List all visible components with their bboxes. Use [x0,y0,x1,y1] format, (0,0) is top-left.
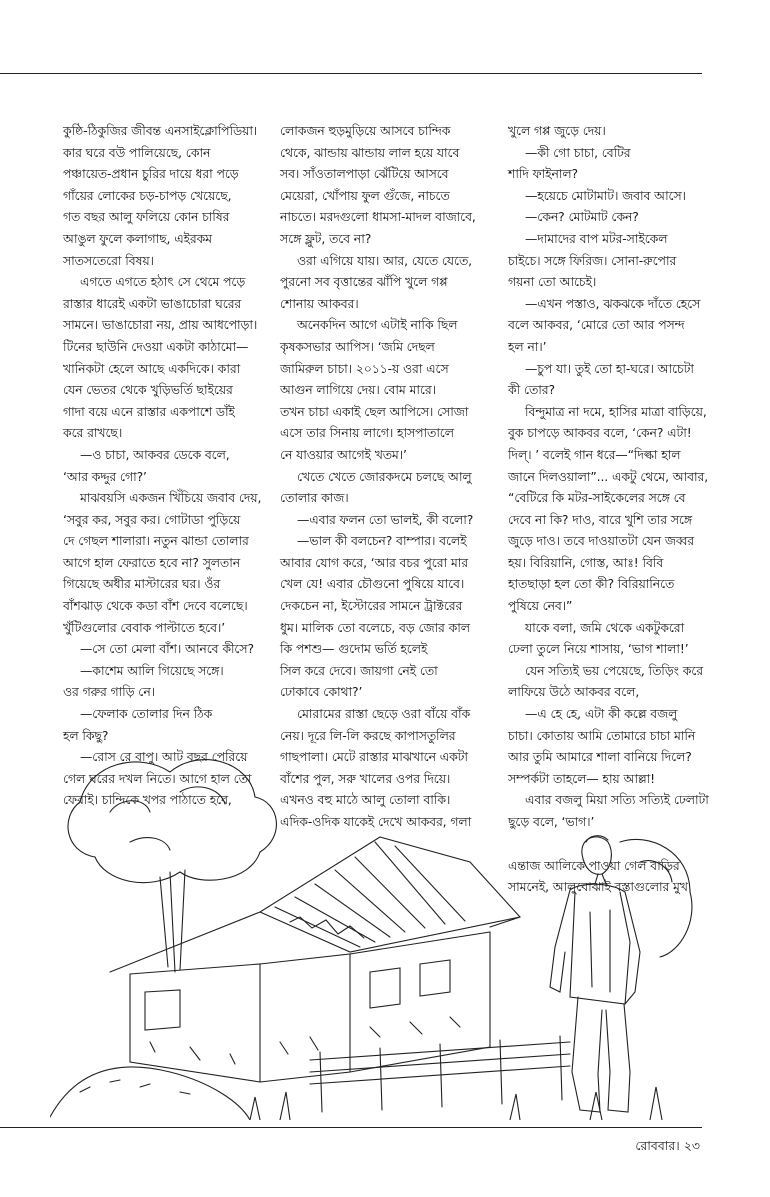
text-line: গেল ঘরের দখল নিতে। আগে হাল তো [63,770,252,786]
text-line: ফেরাই। চান্দিকে খপর পাঠাতে হবে, [63,792,232,808]
text-line: জানে দিলওয়ালা”... একটু থেমে, আবার, [508,468,709,484]
text-line: —সে তো মেলা বাঁশ। আনবে কীসে? [80,641,254,657]
text-line: টিনের ছাউনি দেওয়া একটা কাঠামো— [63,338,249,354]
text-line: লাফিয়ে উঠে আকবর বলে, [508,684,640,700]
text-line: তোলার কাজ। [280,490,349,506]
text-line: কী তোর? [508,382,555,398]
text-line: রাস্তার ধারেই একটা ভাঙাচোরা ঘরের [63,295,242,311]
text-line: যাকে বলা, জমি থেকে একটুকরো [525,619,685,635]
text-line: নাচতে। মরদগুলো ধামসা-মাদল বাজাবে, [280,209,476,225]
text-line: খুলে গপ্প জুড়ে দেয়। [508,123,606,138]
text-line: পঞ্চায়েত-প্রধান চুরির দায়ে ধরা পড়ে [63,166,239,182]
text-line: গাদা বয়ে এনে রাস্তার একপাশে ডাঁই [63,403,235,419]
text-line: নেয়। দূরে লি-লি করছে কাপাসতুলির [280,727,456,743]
text-line: যেন ভেতর থেকে খুড়িভর্তি ছাইয়ের [63,382,233,398]
text-line: নে যাওয়ার আগেই খতম।’ [280,446,407,462]
text-line: হয়। বিরিয়ানি, গোস্ত, আঃ! বিবি [508,554,664,570]
text-line: শোনায় আকবর। [280,295,359,311]
text-line: দেবে না কি? দাও, বারে খুশি তার সঙ্গে [508,511,693,527]
text-line: “বেটিরে কি মটর-সাইকেলের সঙ্গে বে [508,490,686,506]
text-line: কুষ্ঠি-ঠিকুজির জীবন্ত এনসাইক্লোপিডিয়া। [63,123,258,138]
text-column-1 [63,120,261,811]
bottom-rule [0,1127,702,1128]
text-line: ‘আর কদ্দুর গো?’ [63,468,147,484]
text-line: দেকচেন না, ইস্টোরের সামনে ট্রাক্টরের [280,598,463,614]
text-line: —দামাদের বাপ মটর-সাইকেল [525,230,668,246]
text-line: লোকজন হুড়মুড়িয়ে আসবে চান্দিক [280,123,451,138]
text-line: দে গেছল শালারা। নতুন ঝান্ডা তোলার [63,533,249,549]
text-line: —রোস রে বাপু। আট বছর পেরিয়ে [80,749,248,765]
text-line: —কী গো চাচা, বেটির [525,144,631,160]
text-line: —ভাল কী বলচেন? বাম্পার। বলেই [297,533,467,549]
text-line: সব। সাঁওতালপাড়া ঝেঁটিয়ে আসবে [280,166,449,182]
text-line: আগুন লাগিয়ে দেয়। বোম মারে। [280,382,436,398]
text-line: কার ঘরে বউ পালিয়েছে, কোন [63,144,211,160]
text-line: থেকে, ঝান্ডায় ঝান্ডায় লাল হয়ে যাবে [280,144,460,160]
text-line: সঙ্গে ফ্লুট, তবে না? [280,230,372,246]
text-line: হল কিছু? [63,727,109,743]
text-line: মোরামের রাস্তা ছেড়ে ওরা বাঁয়ে বাঁক [297,706,471,722]
text-line: —এবার ফলন তো ভালই, কী বলো? [297,511,474,527]
text-line: এবার বজলু মিয়া সত্যি সত্যিই ঢেলাটা [525,792,709,808]
text-line: কি পশশু— গুদোম ভর্তি হলেই [280,641,428,657]
text-line: —চুপ যা। তুই তো হা-ঘরে। আচেটা [525,360,694,376]
text-line: ওরা এগিয়ে যায়। আর, যেতে যেতে, [297,252,472,268]
text-line: এসে তার সিনায় লাগে। হাসপাতালে [280,425,454,441]
text-line: বিন্দুমাত্র না দমে, হাসির মাত্রা বাড়িয়ে, [525,403,707,419]
text-line: আবার যোগ করে, ‘আর বচর পুরো মার [280,554,468,570]
text-line: চাইচে। সঙ্গে ফিরিজ। সোনা-রুপোর [508,252,677,268]
text-line: খেতে খেতে জোরকদমে চলছে আলু [297,468,472,484]
text-line: বাঁশঝাড় থেকে কডা বাঁশ দেবে বলেছে। [63,598,248,614]
text-line: এন্তাজ আলিকে পাওয়া গেল বাড়ির [508,857,680,873]
text-line: বুক চাপড়ে আকবর বলে, ‘কেন? এটা! [508,425,692,441]
text-line: আর তুমি আমারে শালা বানিয়ে দিলে? [508,749,692,765]
text-line: বাঁশের পুল, সরু খালের ওপর দিয়ে। [280,770,451,786]
text-line: গয়না তো আচেই। [508,274,597,290]
text-line: ওর গরুর গাড়ি নে। [63,684,155,700]
text-line: ঢেলা তুলে নিয়ে শাসায়, ‘ভাগ শালা!’ [508,641,689,657]
text-line: ঢোকাবে কোথা?’ [280,684,363,700]
text-line: বলে আকবর, ‘মোরে তো আর পসন্দ [508,317,685,333]
text-line: —কেন? মোটমাট কেন? [525,209,639,225]
text-line: অনেকদিন আগে এটাই নাকি ছিল [297,317,458,333]
text-line: আগে হাল ফেরাতে হবে না? সুলতান [63,554,241,570]
text-line: সাতসতেরো বিষয়। [63,252,154,268]
text-line: —ও চাচা, আকবর ডেকে বলে, [80,446,230,462]
text-column-2 [280,120,476,833]
text-line: সম্পর্কটা তাহলে— হায় আল্লা! [508,770,656,786]
text-line: এগতে এগতে হঠাৎ সে থেমে পড়ে [80,274,246,290]
top-rule [0,73,702,74]
text-line: কৃষকসভার আপিস। ‘জমি দেছল [280,338,435,354]
text-line: সামনে। ভাঙাচোরা নয়, প্রায় আধপোড়া। [63,317,258,333]
text-line: জুড়ে দাও। তবে দাওয়াতটা যেন জব্বর [508,533,694,549]
text-line: পুষিয়ে নেব।” [508,598,573,614]
text-line: জামিরুল চাচা। ২০১১-য় ওরা এসে [280,360,449,376]
text-line: খেল যে! এবার চৌগুনো পুষিয়ে যাবে। [280,576,465,592]
page-footer: রোববার। ২৩ [635,1138,700,1153]
text-line: যেন সত্যিই ভয় পেয়েছে, তিড়িং করে [525,662,704,678]
text-line: সামনেই, আলুবোঝাই বস্তাগুলোর মুখ [508,879,688,895]
text-line: দিল্। ’ বলেই গান ধরে—“দিল্কা হাল [508,446,681,462]
text-line: করে রাখছে। [63,425,123,441]
text-line: মেয়েরা, খোঁপায় ফুল গুঁজে, নাচতে [280,187,450,203]
text-line: খানিকটা হেলে আছে একদিকে। কারা [63,360,241,376]
text-line: মাঝবয়সি একজন খিঁচিয়ে জবাব দেয়, [80,490,262,506]
text-line: গত বছর আলু ফলিয়ে কোন চাষির [63,209,230,225]
text-line: গাছপালা। মেটে রাস্তার মাঝখানে একটা [280,749,468,765]
text-line: হল না।’ [508,338,547,354]
text-line: গাঁয়ের লোকের চড়-চাপড় খেয়েছে, [63,187,232,203]
text-line: ছুড়ে বলে, ‘ভাগ।’ [508,814,595,829]
text-line: —হয়েচে মোটামাট। জবাব আসে। [525,187,686,203]
text-line: হাতছাড়া হল তো কী? বিরিয়ানিতে [508,576,675,592]
text-line: সিল করে দেবে। জায়গা নেই তো [280,662,438,678]
text-line: —ফেলাক তোলার দিন ঠিক [80,706,213,722]
text-line: এদিক-ওদিক যাকেই দেখে আকবর, গলা [280,814,472,829]
text-line: তখন চাচা একাই ছেল আপিসে। সোজা [280,403,469,419]
text-line: —কাশেম আলি গিয়েছে সঙ্গে। [80,662,224,678]
text-line: চাচা। কোতায় আমি তোমারে চাচা মানি [508,727,696,743]
text-line: এখনও বহু মাঠে আলু তোলা বাকি। [280,792,451,808]
text-line: —এ হে হে, এটা কী কল্লে বজলু [525,706,678,722]
text-line: ‘সবুর কর, সবুর কর। গোটাডা পুড়িয়ে [63,511,241,527]
text-line: গিয়েছে অধীর মাস্টারের ঘর। ওঁর [63,576,221,592]
text-line: খুঁটিগুলোর বেবাক পাল্টাতে হবে।’ [63,619,226,635]
text-line: শাদি ফাইনাল? [508,166,579,182]
text-line: ধুম। মালিক তো বলেচে, বড় জোর কাল [280,619,470,635]
story-illustration [50,742,700,1120]
text-line: —এখন পস্তাও, ঝকঝকে দাঁতে হেসে [525,295,701,311]
text-line: পুরনো সব বৃত্তান্তের ঝাঁপি খুলে গপ্প [280,274,448,290]
text-line: আঙুল ফুলে কলাগাছ, এইরকম [63,230,212,246]
